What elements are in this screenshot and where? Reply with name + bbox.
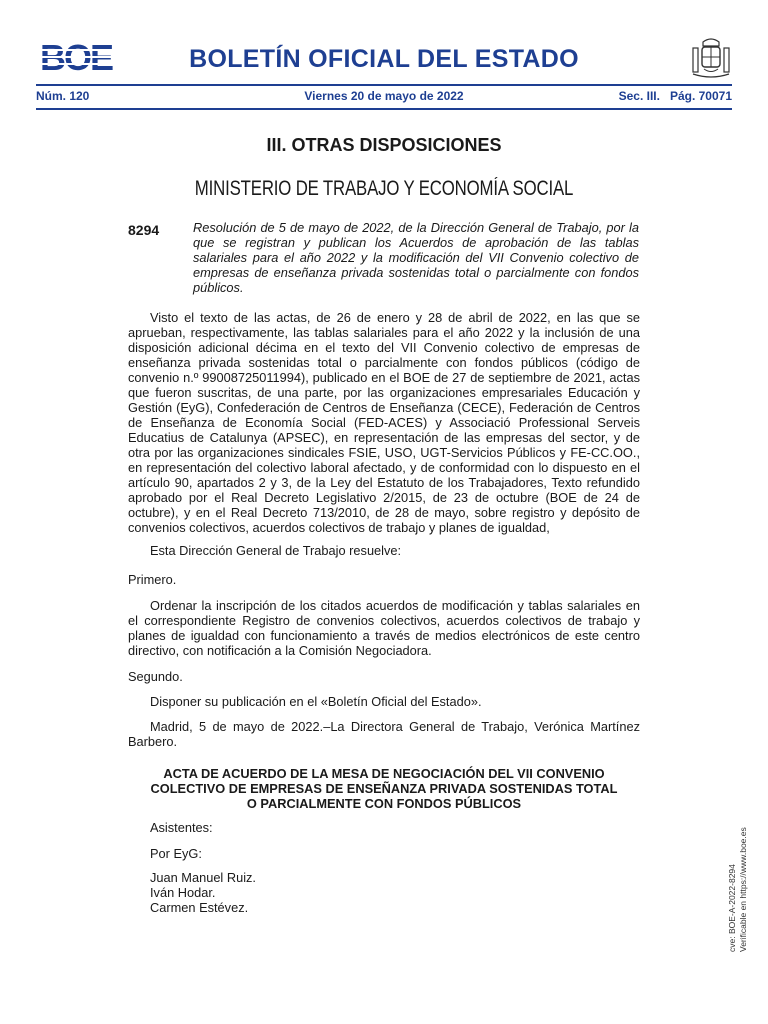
attendee-list: [150, 870, 256, 915]
ministry-title: MINISTERIO DE TRABAJO Y ECONOMÍA SOCIAL: [194, 177, 574, 200]
acta-title: [128, 766, 640, 811]
boe-logo: [36, 40, 116, 74]
issue-date: Viernes 20 de mayo de 2022: [304, 89, 464, 103]
paragraph-ordenar: Ordenar la inscripción de los citados acuerdos de modificación y tablas salariales en el correspondiente Registro de convenios colectivos, acuerdos colectivos de trabajo y planes de igualdad con funcionamiento a través de medios electrónicos de este centro directivo, con notificación a la Comisión Negociadora.: [128, 598, 640, 658]
svg-text:BOE: BOE: [39, 40, 113, 74]
por-eyg-label: Por EyG:: [150, 846, 202, 861]
acta-title-line: O PARCIALMENTE CON FONDOS PÚBLICOS: [246, 796, 522, 811]
issue-number: Núm. 120: [36, 89, 90, 103]
attendee-name: Juan Manuel Ruiz.: [150, 870, 256, 885]
paragraph-disponer: Disponer su publicación en el «Boletín Oficial del Estado».: [150, 694, 482, 709]
header-rule-top: [36, 84, 732, 86]
heading-primero: Primero.: [128, 572, 177, 587]
header-rule-bottom: [36, 108, 732, 110]
attendee-name: Iván Hodar.: [150, 885, 216, 900]
section-page: Sec. III. Pág. 70071: [618, 89, 732, 103]
cve-code: cve: BOE-A-2022-8294: [727, 864, 737, 952]
attendee-name: Carmen Estévez.: [150, 900, 249, 915]
paragraph-resuelve: Esta Dirección General de Trabajo resuelve:: [150, 543, 402, 558]
acta-title-line: COLECTIVO DE EMPRESAS DE ENSEÑANZA PRIVADA SOSTENIDAS TOTAL: [150, 781, 618, 796]
acta-title-line: ACTA DE ACUERDO DE LA MESA DE NEGOCIACIÓN DEL VII CONVENIO: [163, 766, 605, 781]
paragraph-visto: Visto el texto de las actas, de 26 de enero y 28 de abril de 2022, en las que se aprueban, respectivamente, las tablas salariales para el año 2022 y la inclusión de una disposición adicional décima en el texto del VII Convenio colectivo de empresas de enseñanza privada sostenidas total o parcialmente con fondos públicos (código de convenio n.º 99008725011994), publicado en el BOE de 27 de septiembre de 2021, actas que fueron suscritas, de una parte, por las organizaciones empresariales Educación y Gestión (EyG), Confederación de Centros de Enseñanza (CECE), Federación de Centros de Enseñanza de Economía Social (FED-ACES) y Associació Professional Serveis Educatius de Catalunya (APSEC), en representación de las empresas del sector, y de otra por las organizaciones sindicales FSIE, USO, UGT-Servicios Públicos y FE-CC.OO., en representación del colectivo laboral afectado, y de conformidad con lo dispuesto en el artículo 90, apartados 2 y 3, de la Ley del Estatuto de los Trabajadores, Texto refundido aprobado por el Real Decreto Legislativo 2/2015, de 23 de octubre (BOE de 24 de octubre), y en el Real Decreto 713/2010, de 28 de mayo, sobre registro y depósito de convenios colectivos, acuerdos colectivos de trabajo y planes de igualdad,: [128, 310, 640, 535]
section-title: III. OTRAS DISPOSICIONES: [266, 135, 502, 155]
verification-sidebar: [727, 827, 749, 952]
coat-of-arms-icon: [690, 36, 732, 80]
resolution-abstract: Resolución de 5 de mayo de 2022, de la Dirección General de Trabajo, por la que se registran y publican los Acuerdos de aprobación de las tablas salariales para el año 2022 y la modificación del VII Convenio colectivo de empresas de enseñanza privada sostenidas total o parcialmente con fondos públicos.: [193, 220, 639, 295]
paragraph-signature: Madrid, 5 de mayo de 2022.–La Directora General de Trabajo, Verónica Martínez Barbero.: [128, 719, 640, 749]
asistentes-label: Asistentes:: [150, 820, 213, 835]
heading-segundo: Segundo.: [128, 669, 183, 684]
document-number: 8294: [128, 222, 160, 238]
bulletin-title: BOLETÍN OFICIAL DEL ESTADO: [189, 45, 579, 73]
verify-link[interactable]: Verificable en https://www.boe.es: [738, 827, 748, 952]
